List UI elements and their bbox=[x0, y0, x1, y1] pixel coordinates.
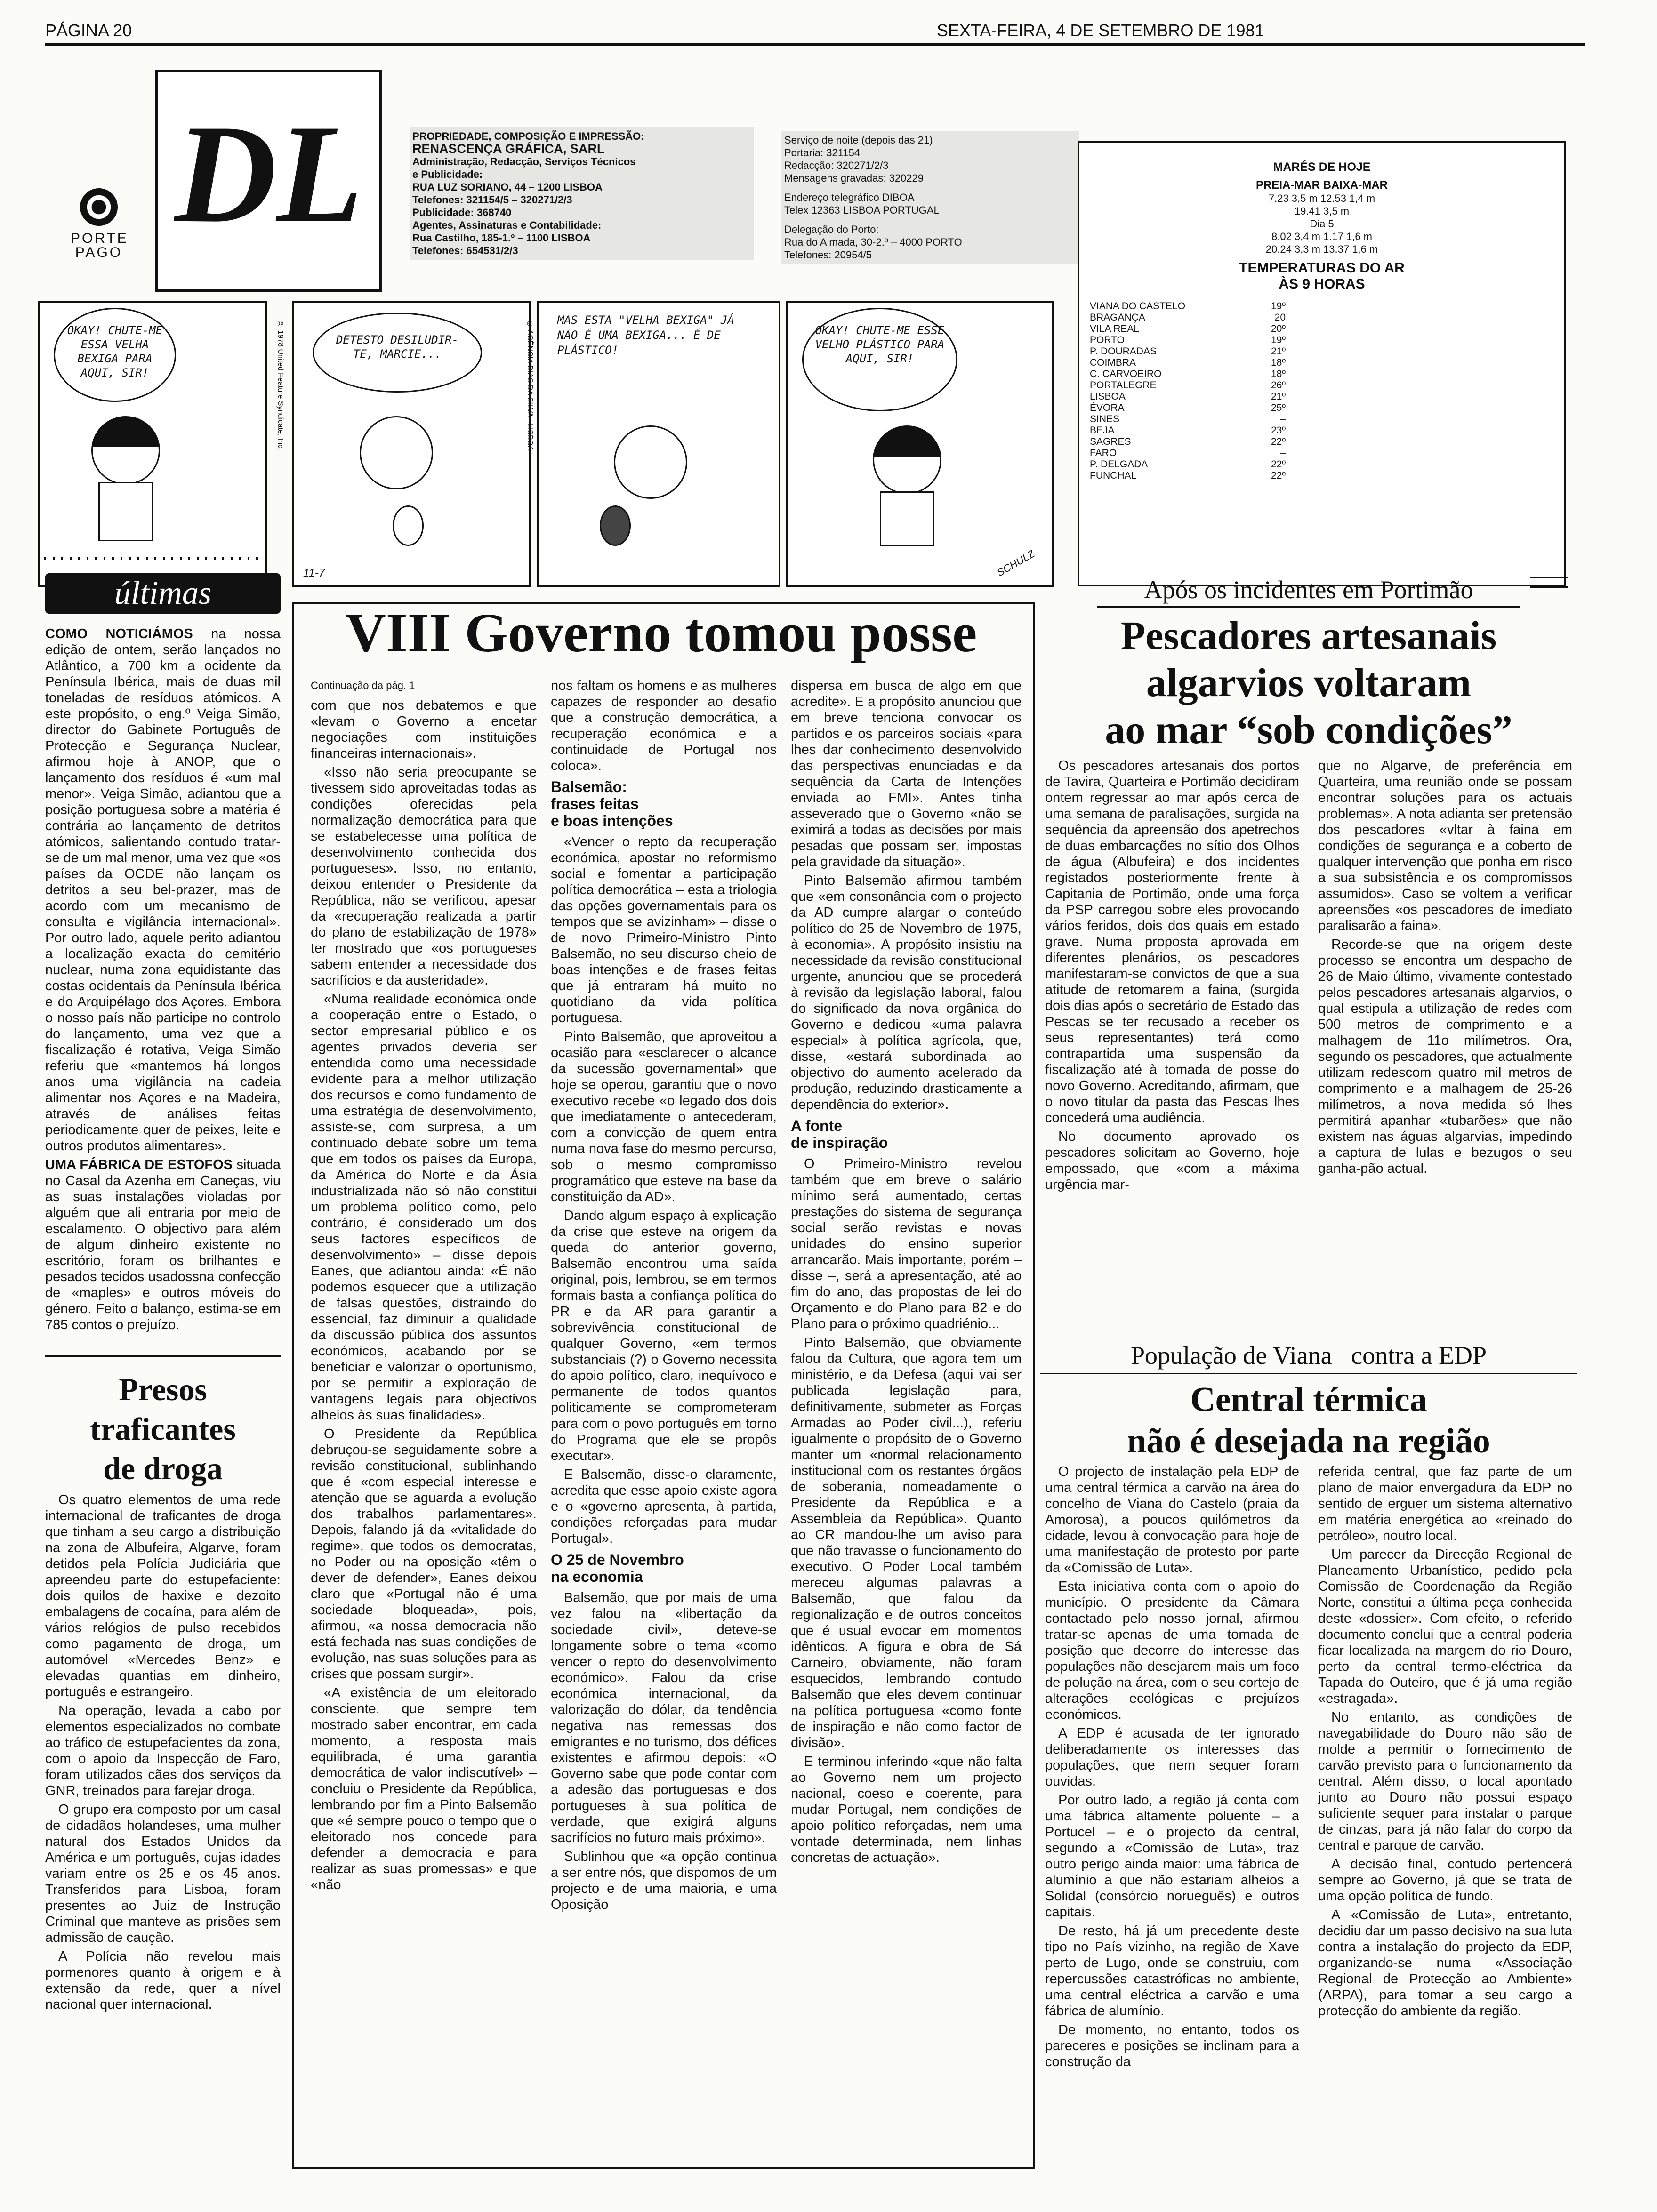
tides-title: MARÉS DE HOJE bbox=[1273, 160, 1371, 174]
viana-headline: Central térmica não é desejada na região bbox=[1127, 1380, 1490, 1460]
logo-box bbox=[155, 70, 382, 292]
governo-headline: VIII Governo tomou posse bbox=[346, 602, 977, 664]
column-rule bbox=[45, 1355, 281, 1357]
character-girl bbox=[873, 425, 941, 494]
ultimas-title: últimas bbox=[114, 575, 212, 611]
presos-headline: Presos traficantes de droga bbox=[90, 1371, 236, 1486]
table-row: BRAGANÇA 20 bbox=[1090, 312, 1286, 323]
table-row: COIMBRA 18º bbox=[1090, 357, 1286, 368]
pescadores-col-1: Os pescadores artesanais dos portos de Tavira, Quarteira e Portimão decidiram ontem regressar ao mar após cerca de uma semana de paralisações, surgida na sequência da apreensão dos apetrechos de duas embarcações no sítio dos Olhos de água (Albufeira) e dos incidentes registados posteriormente frente à Capitania de Portimão, onde uma força da PSP carregou sobre eles provocando vários feridos, dois dos quais em estado grave. Numa proposta aprovada em diferentes plenários, os pescadores manifestaram-se convictos de que a sua atitude de retomarem a faina, (surgida dois dias após o secretário de Estado das Pescas se ter recusado a receber os seus representantes) terá como contrapartida uma suspensão da fiscalização até à tomada de posse do novo Governo. Acreditando, afirmam, que o novo titular da pasta das Pescas lhes concederá uma audiência. No documento aprovado os pescadores solicitam ao Governo, hoje empossado, que «com a máxima urgência mar- bbox=[1045, 758, 1299, 1192]
speech-text: MAS ESTA "VELHA BEXIGA" JÁ NÃO É UMA BEXIGA... É DE PLÁSTICO! bbox=[557, 313, 734, 357]
porte-label: PORTE bbox=[71, 231, 129, 246]
table-row: FARO – bbox=[1090, 448, 1286, 458]
table-row: FUNCHAL 22º bbox=[1090, 470, 1286, 481]
viana-col-2: referida central, que faz parte de um plano de maior envergadura da EDP no sentido de erguer um sistema alternativo em matéria energética ao «reinado do petróleo», noutro local. Um parecer da Direcção Regional de Planeamento Urbanístico, pedido pela Comissão de Coordenação da Região Norte, constitui a última peça conhecida deste «dossier». Com efeito, o referido documento conclui que a central poderia ficar localizada na margem do rio Douro, perto da central termo-eléctrica da Tapada do Outeiro, que é já uma região «estragada». No entanto, as condições de navegabilidade do Douro não são de molde a permitir o fornecimento de carvão previsto para o funcionamento da central. Além disso, o local apontado junto ao Douro não possui espaço suficiente sequer para instalar o parque de cinzas, para já não falar do corpo da central e parque de carvão. A decisão final, contudo pertencerá sempre ao Governo, já que se trata de uma opção política de fundo. A «Comissão de Luta», entretanto, decidiu dar um passo decisivo na sua luta contra a instalação do projecto da EDP, organizando-se numa «Associação Regional de Protecção ao Ambiente» (ARPA), para tomar a seu cargo a protecção do ambiente da região. bbox=[1318, 1464, 1572, 2019]
temp-subtitle: ÀS 9 HORAS bbox=[1279, 276, 1365, 292]
governo-col-3: dispersa em busca de algo em que acredite». E a propósito anunciou que em breve tenciona convocar os partidos e os parceiros sociais «para lhes dar conhecimento desenvolvido das perspectivas enunciadas e da sequência da Carta de Intenções enviada ao FMI». Antes tinha asseverado que o Governo «não se eximirá a todas as decisões por mais pesadas que possam ser, impostas pela gravidade da situação». Pinto Balsemão afirmou também que «em consonância com o projecto da AD cumpre alargar o conteúdo político do 25 de Novembro de 1975, à economia». A propósito insistiu na necessidade da revisão constitucional urgente, anunciou que se procederá à revisão da legislação laboral, falou do significado da nova orgânica do Governo e dedicou «uma palavra especial» à política agrícola, que, disse, «estará subordinada ao objectivo do aumento acelerado da produção, reduzindo drasticamente a dependência do exterior». A fonte de inspiração O Primeiro-Ministro revelou também que em breve o salário mínimo será aumentado, certas prestações do sistema de segurança social serão revistas e novas unidades do ensino superior arrancarão. Mais importante, porém – disse –, será a apresentação, até ao fim do ano, das propostas de lei do Orçamento e do Plano para 82 e do Plano para o próximo quadriénio... Pinto Balsemão, que obviamente falou da Cultura, que agora tem um ministério, e da Defesa (aqui vai ser publicada legislação para, definitivamente, submeter as Forças Armadas ao Poder civil...), referiu igualmente o propósito de o Governo manter um «normal relacionamento institucional com os restantes órgãos de soberania, nomeadamente o Presidente da República e a Assembleia da República». Quanto ao CR mandou-lhe um aviso para que não travasse o funcionamento do executivo. O Poder Local também mereceu algumas palavras a Balsemão, que falou da regionalização e de outros conceitos que é usual evocar em momentos idênticos. A figura e obra de Sá Carneiro, obviamente, não foram esquecidos, lembrando contudo Balsemão que eles devem continuar na política portuguesa «como fonte de inspiração e não como factor de divisão». E terminou inferindo «que não falta ao Governo nem um projecto nacional, coeso e coerente, para mudar Portugal, nem condições de apoio político reforçadas, nem uma vontade determinada, nem linhas concretas de actuação». bbox=[791, 678, 1022, 1865]
character-body bbox=[98, 482, 153, 541]
grass bbox=[44, 557, 261, 560]
tide-row: 20.24 3,3 m 13.37 1,6 m bbox=[1265, 243, 1378, 255]
presos-article: Os quatro elementos de uma rede internacional de traficantes de droga que tinham a seu cargo a distribuição na zona de Albufeira, Algarve, foram detidos pela Polícia Judiciária que apreendeu parte do estupefaciente: dois quilos de haxixe e dezoito embalagens de cocaína, para além de vários relógios de pulso recebidos como pagamento de droga, um automóvel «Mercedes Benz» e elevadas quantias em dinheiro, português e estrangeiro. Na operação, levada a cabo por elementos especializados no combate ao tráfico de estupefacientes da zona, com o apoio da Inspecção de Faro, foram utilizados cães dos serviços da GNR, treinados para farejar droga. O grupo era composto por um casal de cidadãos holandeses, uma mulher natural dos Estados Unidos da América e um português, cujas idades variam entre os 25 e os 45 anos. Transferidos para Lisboa, foram presentes ao Juiz de Instrução Criminal que manteve as prisões sem admissão de caução. A Polícia não revelou mais pormenores quanto à origem e à extensão da rede, quer a nível nacional quer internacional. bbox=[45, 1492, 281, 2012]
ultimas-banner bbox=[45, 573, 281, 614]
kicker-rule bbox=[1530, 577, 1568, 588]
artist-signature: SCHULZ bbox=[995, 547, 1037, 579]
pescadores-col-2: que no Algarve, de preferência em Quarteira, uma reunião onde se possam encontrar soluções para os actuais problemas». A nota adianta ser pretensão dos pescadores «vltar à faina em condições de segurança e a coberto de qualquer intervenção que ponha em risco a sua subsistência e os compromissos assumidos». Caso se voltem a verificar apreensões «os pescadores de imediato paralisarão a faina». Recorde-se que na origem deste processo se encontra um despacho de 26 de Maio último, vivamente contestado pelos pescadores artesanais algarvios, o qual estipula a utilização de redes com 500 metros de comprimento e a malhagem de 11o milímetros. Ora, segundo os pescadores, que actualmente utilizam redescom quatro mil metros de comprimento e a malhagem de 25-26 milímetros, a nova medida só lhes permitirá apanhar «tubarões» que não existem nas águas algarvias, impedindo a captura de lulas e bezugos o seu ganha-pão actual. bbox=[1318, 758, 1572, 1176]
viana-kicker: População de Viana contra a EDP bbox=[1040, 1339, 1577, 1374]
seal-icon bbox=[80, 188, 118, 226]
table-row: PORTALEGRE 26º bbox=[1090, 380, 1286, 391]
comic-panel-3 bbox=[537, 301, 780, 587]
ultimas-column: COMO NOTICIÁMOS na nossa edição de ontem, serão lançados no Atlântico, a 700 km a ocidente da Península Ibérica, mais de duas mil toneladas de resíduos atómicos. A este propósito, o eng.º Veiga Simão, director do Gabinete Português de Protecção e Segurança Nuclear, afirmou hoje à ANOP, que o lançamento dos resíduos é «um mal menor». Veiga Simão, adiantou que a posição portuguesa sobre a matéria é contrária ao lançamento de detritos atómicos, salientando contudo tratar-se de um mal menor, uma vez que «os países da OCDE não lançam os detritos a seu bel-prazer, mas de acordo com um mecanismo de consulta e vigilância internacional». Por outro lado, aquele perito adiantou a localização exacta do cemitério nuclear, numa zona equidistante das costas ocidentais da Península Ibérica e do Arquipélago dos Açores. Embora o nosso país não participe no controlo do lançamento, uma vez que a fiscalização é rotativa, Veiga Simão referiu que «mantemos há longos anos uma vigilância na cadeia alimentar nos Açores e na Madeira, através de análises feitas periodicamente quer de peixes, leite e outros produtos alimentares». UMA FÁBRICA DE ESTOFOS situada no Casal da Azenha em Caneças, viu as suas instalações violadas por alguém que ali entraria por meio de escalamento. O objectivo para além de algum dinheiro existente no escritório, foram os brilhantes e pesados tecidos usadossna confecção de «maples» e outros móveis do género. Feito o balanço, estima-se em 785 contos o prejuízo. bbox=[45, 626, 281, 1332]
comic-credit: © 1978 United Feature Syndicate, Inc. bbox=[276, 320, 284, 450]
comic-panel-4 bbox=[786, 301, 1054, 587]
speech-bubble: OKAY! CHUTE-ME ESSA VELHA BEXIGA PARA AQUI, SIR! bbox=[54, 308, 176, 402]
character-girl bbox=[91, 416, 160, 485]
temperature-table bbox=[1089, 301, 1287, 481]
subheading: O 25 de Novembro na economia bbox=[551, 1551, 684, 1585]
table-row: SAGRES 22º bbox=[1090, 436, 1286, 447]
tides-header: PREIA-MAR BAIXA-MAR bbox=[1256, 179, 1388, 192]
service-info: Serviço de noite (depois das 21) Portaria: 321154 Redacção: 320271/2/3 Mensagens gravadas: 320229 Endereço telegráfico DIBOA Telex 12363 LISBOA PORTUGAL Delegação do Porto: Rua do Almada, 30-2.º – 4000 PORTO Telefones: 20954/5 bbox=[781, 131, 1079, 264]
governo-col-1: Continuação da pág. 1 com que nos debatemos e que «levam o Governo a encetar negociações com instituições financeiras internacionais». «Isso não seria preocupante se tivessem sido aproveitadas todas as condições oferecidas pela normalização democrática para que se estabelecesse uma política de desenvolvimento conhecida dos portugueses». Isso, no entanto, deixou entender o Presidente da República, não se verificou, apesar da «recuperação realizada a partir do plano de estabilização de 1978» ter mostrado que «os portugueses sabem entender a necessidade dos sacrifícios e da austeridade». «Numa realidade económica onde a cooperação entre o Estado, o sector empresarial público e os agentes privados deveria ser entendida como uma necessidade evidente para a melhor utilização dos recursos e como fundamento de uma estratégia de desenvolvimento, assiste-se, com surpresa, a um continuado debate sobre um tema que em todos os países da Europa, da América do Norte e da Ásia industrializada não só não constitui um problema político como, pelo contrário, é considerado um dos seus factores específicos de desenvolvimento» – disse depois Eanes, que adiantou ainda: «É não podemos esquecer que a utilização de falsas questões, distraindo do essencial, faz diminuir a qualidade da discussão pública dos assuntos económicos, acabando por se beneficiar e valorizar o oportunismo, por se permitir a exploração de vantagens legais para objectivos alheios às suas finalidades». O Presidente da República debruçou-se seguidamente sobre a revisão constitucional, sublinhando que é «com especial interesse e atenção que se aguarda a evolução dos trabalhos parlamentares». Depois, falando já da «vitalidade do regime», que todos os democratas, no Poder ou na oposição «têm o dever de defender», Eanes deixou claro que «Portugal não é uma sociedade bloqueada», pois, afirmou, «a nossa democracia não está fechada nas suas condições de evolução, nas suas soluções para as crises que possam surgir». «A existência de um eleitorado consciente, que sempre tem mostrado saber encontrar, em cada momento, a resposta mais equilibrada, é uma garantia democrática de valor indiscutível» – concluiu o Presidente da República, lembrando por fim a Pinto Balsemão que «é sempre pouco o tempo que o eleitorado nos concede para defender a democracia e para realizar as suas promessas» e que «não bbox=[311, 680, 537, 1892]
header-rule bbox=[45, 43, 1585, 46]
table-row: VIANA DO CASTELO 19º bbox=[1090, 301, 1286, 312]
table-row: ÉVORA 25º bbox=[1090, 402, 1286, 413]
table-row: P. DOURADAS 21º bbox=[1090, 346, 1286, 357]
page-number: PÁGINA 20 bbox=[45, 21, 132, 40]
tide-row: 7.23 3,5 m 12.53 1,4 m bbox=[1268, 192, 1375, 204]
character-girl bbox=[614, 425, 687, 499]
tide-row: 8.02 3,4 m 1.17 1,6 m bbox=[1271, 231, 1373, 242]
ball-icon bbox=[600, 505, 631, 546]
tide-row: Dia 5 bbox=[1310, 218, 1334, 230]
character-body bbox=[880, 491, 934, 546]
comic-credit: © AGÊNCIA DIAS DA SILVA - LISBOA bbox=[526, 320, 534, 451]
viana-col-1: O projecto de instalação pela EDP de uma central térmica a carvão na área do concelho de Viana do Castelo (praia da Amorosa), a poucos quilómetros da cidade, levou à convocação para hoje de uma manifestação de protesto por parte da «Comissão de Luta». Esta iniciativa conta com o apoio do município. O presidente da Câmara contactado pelo nosso jornal, afirmou tratar-se apenas de uma tomada de posição que decorre do interesse das populações não desejarem mais um foco de polução na área, com o seu cortejo de alterações ecológicas e prejuízos económicos. A EDP é acusada de ter ignorado deliberadamente os interesses das populações, que nem sequer foram ouvidas. Por outro lado, a região já conta com uma fábrica altamente poluente – a Portucel – e o projecto da central, segundo a «Comissão de Luta», traz outro perigo ainda maior: uma fábrica de alumínio a que não estariam alheios a Solidal (consórcio norueguês) e outros capitais. De resto, há já um precedente deste tipo no País vizinho, na região de Xave perto de Lugo, onde se construiu, com repercussões catastróficas no ambiente, uma central eléctrica a carvão e uma fábrica de alumínio. De momento, no entanto, todos os pareceres e posições se inclinam para a construção da bbox=[1045, 1464, 1299, 2069]
subheading: A fonte de inspiração bbox=[791, 1117, 888, 1151]
table-row: PORTO 19º bbox=[1090, 335, 1286, 345]
table-row: C. CARVOEIRO 18º bbox=[1090, 369, 1286, 379]
comic-panel-1 bbox=[38, 301, 267, 587]
table-row: BEJA 23º bbox=[1090, 425, 1286, 436]
table-row: LISBOA 21º bbox=[1090, 391, 1286, 402]
temp-title: TEMPERATURAS DO AR bbox=[1239, 260, 1405, 276]
speech-bubble: OKAY! CHUTE-ME ESSE VELHO PLÁSTICO PARA AQUI, SIR! bbox=[802, 308, 957, 411]
comic-panel-2 bbox=[292, 301, 531, 587]
porte-pago-seal bbox=[71, 188, 127, 260]
subheading: Balsemão: frases feitas e boas intenções bbox=[551, 778, 673, 829]
table-row: P. DELGADA 22º bbox=[1090, 459, 1286, 470]
comic-date: 11-7 bbox=[303, 567, 325, 579]
comic-strip bbox=[38, 301, 1064, 593]
table-row: VILA REAL 20º bbox=[1090, 323, 1286, 334]
issue-date: SEXTA-FEIRA, 4 DE SETEMBRO DE 1981 bbox=[937, 21, 1264, 40]
tide-row: 19.41 3,5 m bbox=[1294, 205, 1350, 217]
ball-icon bbox=[393, 505, 424, 546]
governo-col-2: nos faltam os homens e as mulheres capazes de responder ao desafio que a construção democrática, a recuperação económica e a continuidade de Portugal nos coloca». Balsemão: frases feitas e boas intenções «Vencer o repto da recuperação económica, apostar no reformismo social e fomentar a participação política democrática – esta a triologia das opções governamentais para os tempos que se avizinham» – disse o de novo Primeiro-Ministro Pinto Balsemão, no seu discurso cheio de boas intenções e de frases feitas que já entraram há muito no quotidiano da vida política portuguesa. Pinto Balsemão, que aproveitou a ocasião para «esclarecer o alcance da sucessão governamental» que hoje se operou, garantiu que o novo executivo recebe «o legado dos dois que imediatamente o antecederam, com a convicção de quem entra numa nova fase do mesmo percurso, sob o mesmo compromisso programático que esteve na base da constituição da AD». Dando algum espaço à explicação da crise que esteve na origem da queda do anterior governo, Balsemão encontrou uma saída original, pois, lembrou, se em termos formais basta a confiança política do PR e da AR para garantir a sobrevivência constitucional de qualquer Governo, «em termos substanciais (?) o Governo necessita do apoio político, claro, inequívoco e permanente de todos quantos politicamente se comprometeram para com o povo português em torno do Programa que ele se propôs executar». E Balsemão, disse-o claramente, acredita que esse apoio existe agora e o «governo apresenta, à partida, condições reforçadas para mudar Portugal». O 25 de Novembro na economia Balsemão, que por mais de uma vez falou na «libertação da sociedade civil», deteve-se longamente sobre o tema «como vencer o repto do desenvolvimento económico». Falou da crise económica internacional, da valorização do dólar, da tendência negativa nas remessas dos emigrantes e no turismo, dos défices existentes e afirmou depois: «O Governo sabe que pode contar com a adesão das portuguesas e dos portugueses à sua política de verdade, que exigirá alguns sacrifícios no futuro mais próximo». Sublinhou que «a opção continua a ser entre nós, que dispomos de um projecto e de uma maioria, e uma Oposição bbox=[551, 678, 777, 1912]
character-girl bbox=[360, 416, 433, 489]
pescadores-headline: Pescadores artesanais algarvios voltaram ao mar “sob condições” bbox=[1105, 613, 1512, 752]
table-row: SINES – bbox=[1090, 414, 1286, 425]
company-info: PROPRIEDADE, COMPOSIÇÃO E IMPRESSÃO: RENASCENÇA GRÁFICA, SARL Administração, Redacção, Serviços Técnicos e Publicidade: RUA LUZ SORIANO, 44 – 1200 LISBOA Telefones: 321154/5 – 320271/2/3 Publicidade: 368740 Agentes, Assinaturas e Contabilidade: Rua Castilho, 185-1.º – 1100 LISBOA Telefones: 654531/2/3 bbox=[410, 127, 754, 260]
weather-box bbox=[1078, 141, 1566, 586]
pescadores-kicker: Após os incidentes em Portimão bbox=[1097, 573, 1520, 608]
pago-label: PAGO bbox=[75, 245, 123, 260]
dl-logo: DL bbox=[175, 96, 363, 252]
speech-bubble: DETESTO DESILUDIR-TE, MARCIE... bbox=[313, 313, 482, 393]
